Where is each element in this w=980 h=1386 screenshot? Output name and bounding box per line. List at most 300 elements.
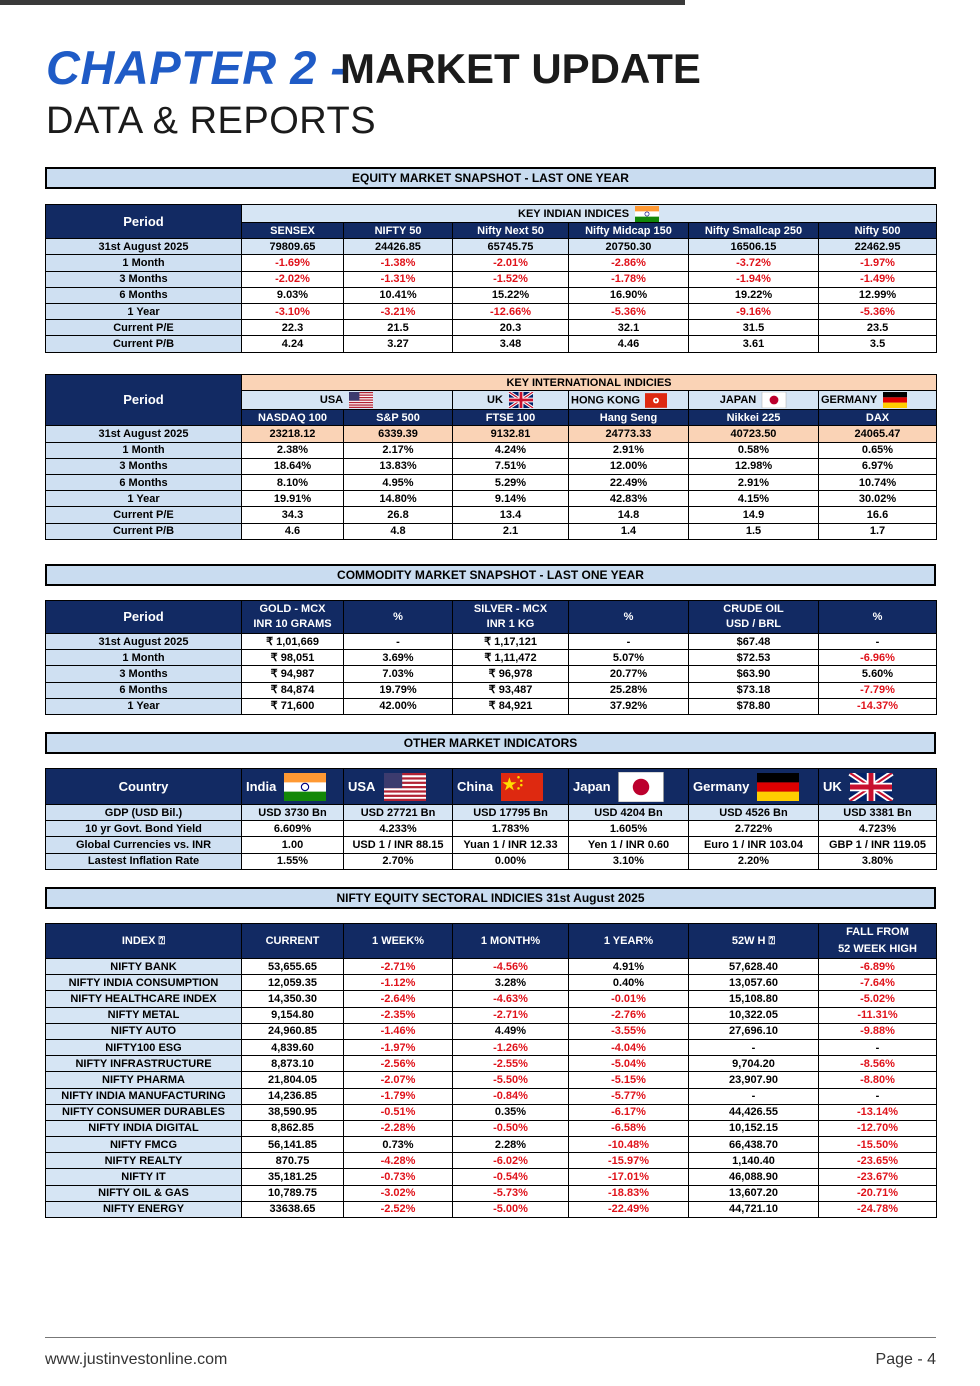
table-cell: ₹ 84,874 [242, 682, 344, 698]
table-cell: -8.80% [819, 1072, 937, 1088]
table-cell: $78.80 [689, 698, 819, 714]
table-cell: ₹ 84,921 [453, 698, 569, 714]
table-cell: -1.49% [819, 271, 937, 287]
table-row [46, 458, 937, 474]
table-cell: 24426.85 [344, 239, 453, 255]
table-cell: 22.3 [242, 320, 344, 336]
table-row [46, 650, 937, 666]
table-cell: 4.49% [453, 1023, 569, 1039]
table-cell: 2.722% [689, 821, 819, 837]
row-label: 31st August 2025 [46, 634, 242, 650]
table-row [46, 303, 937, 319]
table-cell: -9.16% [689, 303, 819, 319]
col-header: 1 MONTH% [453, 924, 569, 959]
table-cell: 14.8 [569, 507, 689, 523]
table-cell: 23.5 [819, 320, 937, 336]
pct-header: % [569, 601, 689, 634]
table-cell: 10.41% [344, 287, 453, 303]
table-cell: -22.49% [569, 1201, 689, 1217]
china-flag-icon [499, 773, 545, 801]
table-cell: 66,438.70 [689, 1137, 819, 1153]
table-cell: 2.1 [453, 523, 569, 539]
table-cell: 4.8 [344, 523, 453, 539]
table-cell: 44,721.10 [689, 1201, 819, 1217]
table-cell: -3.21% [344, 303, 453, 319]
table-cell: USD 4204 Bn [569, 805, 689, 821]
table-cell: 0.58% [689, 442, 819, 458]
table-cell: -9.88% [819, 1023, 937, 1039]
table-cell: -3.72% [689, 255, 819, 271]
commodity-title-bar [45, 564, 936, 586]
col-header: FTSE 100 [453, 410, 569, 426]
table-cell: 1.7 [819, 523, 937, 539]
table-cell: -0.51% [344, 1104, 453, 1120]
table-cell: Yuan 1 / INR 12.33 [453, 837, 569, 853]
table-cell: -2.64% [344, 991, 453, 1007]
table-row [46, 1039, 937, 1055]
row-label: NIFTY HEALTHCARE INDEX [46, 991, 242, 1007]
table-cell: 3.27 [344, 336, 453, 352]
table-row [46, 442, 937, 458]
sector-table [45, 923, 937, 1218]
table-row [46, 821, 937, 837]
col-header: S&P 500 [344, 410, 453, 426]
col-header: CURRENT [242, 924, 344, 959]
row-label: 1 Year [46, 303, 242, 319]
table-cell: -6.89% [819, 959, 937, 975]
period-header: Period [46, 375, 242, 426]
table-cell: Yen 1 / INR 0.60 [569, 837, 689, 853]
table-cell: 10.74% [819, 474, 937, 490]
table-cell: 3.48 [453, 336, 569, 352]
row-label: NIFTY INDIA CONSUMPTION [46, 975, 242, 991]
table-cell: 4.233% [344, 821, 453, 837]
table-cell: -2.35% [344, 1007, 453, 1023]
row-label: Current P/B [46, 336, 242, 352]
table-cell: -13.14% [819, 1104, 937, 1120]
table-cell: ₹ 1,17,121 [453, 634, 569, 650]
row-label: 6 Months [46, 682, 242, 698]
table-cell: 12.99% [819, 287, 937, 303]
table-cell: 3.69% [344, 650, 453, 666]
top-rule [0, 0, 685, 5]
table-cell: -0.50% [453, 1120, 569, 1136]
table-cell: 46,088.90 [689, 1169, 819, 1185]
table-row [46, 474, 937, 490]
table-cell: -1.38% [344, 255, 453, 271]
table-cell: 57,628.40 [689, 959, 819, 975]
page-number: Page - 4 [875, 1351, 936, 1368]
col-header: 52W H ⍰ [689, 924, 819, 959]
table-row [46, 1137, 937, 1153]
table-cell: 40723.50 [689, 426, 819, 442]
table-cell: 6.609% [242, 821, 344, 837]
row-label: 6 Months [46, 287, 242, 303]
table-row [46, 975, 937, 991]
table-cell: 5.07% [569, 650, 689, 666]
table-cell: 1.605% [569, 821, 689, 837]
table-cell: 4.24% [453, 442, 569, 458]
indian-group-header: KEY INDIAN INDICES [242, 205, 937, 223]
table-cell: $63.90 [689, 666, 819, 682]
table-cell: 16506.15 [689, 239, 819, 255]
table-cell: 18.64% [242, 458, 344, 474]
table-cell: -5.15% [569, 1072, 689, 1088]
col-header: Nifty Next 50 [453, 223, 569, 239]
table-cell: 9.14% [453, 491, 569, 507]
table-row [46, 1153, 937, 1169]
country-germany: Germany [689, 769, 819, 805]
table-cell: 12.98% [689, 458, 819, 474]
col-header: NIFTY 50 [344, 223, 453, 239]
table-cell: 12.00% [569, 458, 689, 474]
table-cell: 37.92% [569, 698, 689, 714]
table-cell: 21.5 [344, 320, 453, 336]
table-row [46, 1104, 937, 1120]
country-uk: UK [453, 391, 569, 410]
other-title: OTHER MARKET INDICATORS [46, 733, 935, 753]
sector-title-bar [45, 887, 936, 909]
table-cell: 4.46 [569, 336, 689, 352]
table-cell: -23.65% [819, 1153, 937, 1169]
table-row [46, 1088, 937, 1104]
table-row [46, 1120, 937, 1136]
usa-flag-icon [348, 392, 374, 408]
row-label: NIFTY PHARMA [46, 1072, 242, 1088]
table-row [46, 1185, 937, 1201]
col-header: Nifty 500 [819, 223, 937, 239]
table-cell: 0.73% [344, 1137, 453, 1153]
table-row [46, 271, 937, 287]
country-china: China [453, 769, 569, 805]
table-cell: -2.56% [344, 1056, 453, 1072]
table-cell: -0.84% [453, 1088, 569, 1104]
table-cell: - [819, 634, 937, 650]
table-cell: ₹ 1,01,669 [242, 634, 344, 650]
table-cell: -1.12% [344, 975, 453, 991]
table-cell: 2.91% [689, 474, 819, 490]
period-header: Period [46, 601, 242, 634]
table-cell: USD 3730 Bn [242, 805, 344, 821]
row-label: NIFTY OIL & GAS [46, 1185, 242, 1201]
page-title: MARKET UPDATE [340, 45, 701, 92]
table-cell: -1.78% [569, 271, 689, 287]
table-row [46, 320, 937, 336]
table-cell: -2.86% [569, 255, 689, 271]
row-label: Global Currencies vs. INR [46, 837, 242, 853]
table-cell: 14.9 [689, 507, 819, 523]
row-label: NIFTY ENERGY [46, 1201, 242, 1217]
table-cell: 13,057.60 [689, 975, 819, 991]
table-cell: 8,873.10 [242, 1056, 344, 1072]
table-cell: 1.5 [689, 523, 819, 539]
row-label: 1 Month [46, 650, 242, 666]
table-cell: -4.04% [569, 1039, 689, 1055]
table-cell: -0.01% [569, 991, 689, 1007]
table-cell: -1.97% [819, 255, 937, 271]
silver-header: SILVER - MCX INR 1 KG [453, 601, 569, 634]
table-cell: -2.28% [344, 1120, 453, 1136]
table-cell: 16.6 [819, 507, 937, 523]
table-cell: 14,236.85 [242, 1088, 344, 1104]
table-cell: 1,140.40 [689, 1153, 819, 1169]
row-label: 1 Month [46, 255, 242, 271]
table-cell: $73.18 [689, 682, 819, 698]
table-row [46, 1023, 937, 1039]
table-cell: 22462.95 [819, 239, 937, 255]
col-header: Nikkei 225 [689, 410, 819, 426]
row-label: Current P/E [46, 507, 242, 523]
table-cell: - [819, 1039, 937, 1055]
table-cell: -5.36% [569, 303, 689, 319]
table-cell: -6.96% [819, 650, 937, 666]
other-title-bar [45, 732, 936, 754]
table-cell: 2.20% [689, 853, 819, 869]
page-subtitle: DATA & REPORTS [46, 100, 377, 142]
table-cell: 32.1 [569, 320, 689, 336]
table-cell: -6.02% [453, 1153, 569, 1169]
table-cell: -5.77% [569, 1088, 689, 1104]
table-row [46, 426, 937, 442]
row-label: NIFTY METAL [46, 1007, 242, 1023]
table-cell: 4,839.60 [242, 1039, 344, 1055]
chapter-label: CHAPTER 2 - [46, 41, 347, 94]
other-indicators-table [45, 768, 937, 870]
table-cell: -5.02% [819, 991, 937, 1007]
table-cell: -1.31% [344, 271, 453, 287]
table-cell: 1.783% [453, 821, 569, 837]
table-row [46, 666, 937, 682]
table-cell: 20750.30 [569, 239, 689, 255]
table-row [46, 1072, 937, 1088]
row-label: Lastest Inflation Rate [46, 853, 242, 869]
row-label: NIFTY CONSUMER DURABLES [46, 1104, 242, 1120]
row-label: 31st August 2025 [46, 239, 242, 255]
table-cell: -6.58% [569, 1120, 689, 1136]
table-cell: 0.40% [569, 975, 689, 991]
fall-header: FALL FROM 52 WEEK HIGH [819, 924, 937, 959]
table-cell: 8.10% [242, 474, 344, 490]
footer-website[interactable]: www.justinvestonline.com [45, 1351, 228, 1368]
table-row [46, 959, 937, 975]
table-cell: USD 4526 Bn [689, 805, 819, 821]
table-cell: 56,141.85 [242, 1137, 344, 1153]
table-row [46, 507, 937, 523]
table-cell: USD 1 / INR 88.15 [344, 837, 453, 853]
table-cell: -7.64% [819, 975, 937, 991]
table-cell: -1.94% [689, 271, 819, 287]
table-cell: 0.00% [453, 853, 569, 869]
country-japan: Japan [569, 769, 689, 805]
table-cell: 22.49% [569, 474, 689, 490]
japan-flag-icon [761, 392, 787, 408]
col-header: Hang Seng [569, 410, 689, 426]
pct-header: % [344, 601, 453, 634]
table-cell: 19.91% [242, 491, 344, 507]
table-cell: -2.76% [569, 1007, 689, 1023]
col-header: SENSEX [242, 223, 344, 239]
table-row [46, 837, 937, 853]
table-cell: -1.69% [242, 255, 344, 271]
table-cell: 7.03% [344, 666, 453, 682]
table-row [46, 991, 937, 1007]
table-cell: 3.5 [819, 336, 937, 352]
table-cell: -8.56% [819, 1056, 937, 1072]
table-cell: ₹ 1,11,472 [453, 650, 569, 666]
country-uk: UK [819, 769, 937, 805]
table-cell: -1.52% [453, 271, 569, 287]
table-cell: 19.79% [344, 682, 453, 698]
table-cell: -1.79% [344, 1088, 453, 1104]
table-cell: -1.26% [453, 1039, 569, 1055]
table-cell: 0.35% [453, 1104, 569, 1120]
table-cell: -18.83% [569, 1185, 689, 1201]
table-cell: 14,350.30 [242, 991, 344, 1007]
table-cell: 4.24 [242, 336, 344, 352]
equity-title-bar [45, 167, 936, 189]
crude-header: CRUDE OIL USD / BRL [689, 601, 819, 634]
row-label: Current P/B [46, 523, 242, 539]
table-cell: 21,804.05 [242, 1072, 344, 1088]
table-cell: 0.65% [819, 442, 937, 458]
table-cell: 16.90% [569, 287, 689, 303]
table-cell: 15.22% [453, 287, 569, 303]
table-cell: -10.48% [569, 1137, 689, 1153]
table-cell: 6339.39 [344, 426, 453, 442]
table-cell: 20.3 [453, 320, 569, 336]
table-cell: 5.60% [819, 666, 937, 682]
india-flag-icon [282, 773, 328, 801]
row-label: NIFTY INDIA DIGITAL [46, 1120, 242, 1136]
table-cell: 4.6 [242, 523, 344, 539]
table-cell: -0.54% [453, 1169, 569, 1185]
row-label: NIFTY IT [46, 1169, 242, 1185]
gold-header: GOLD - MCX INR 10 GRAMS [242, 601, 344, 634]
country-usa: USA [242, 391, 453, 410]
table-cell: 10,322.05 [689, 1007, 819, 1023]
table-cell: -3.55% [569, 1023, 689, 1039]
table-cell: -14.37% [819, 698, 937, 714]
country-india: India [242, 769, 344, 805]
table-cell: -12.66% [453, 303, 569, 319]
table-cell: 9,704.20 [689, 1056, 819, 1072]
table-cell: 25.28% [569, 682, 689, 698]
germany-flag-icon [755, 773, 801, 801]
table-cell: -0.73% [344, 1169, 453, 1185]
table-cell: 42.00% [344, 698, 453, 714]
table-row [46, 491, 937, 507]
table-cell: 15,108.80 [689, 991, 819, 1007]
international-indices-table [45, 374, 937, 540]
table-cell: 20.77% [569, 666, 689, 682]
table-cell: 24,960.85 [242, 1023, 344, 1039]
table-cell: 7.51% [453, 458, 569, 474]
intl-group-header: KEY INTERNATIONAL INDICIES [242, 375, 937, 391]
table-cell: 24773.33 [569, 426, 689, 442]
table-cell: 9,154.80 [242, 1007, 344, 1023]
table-cell: -2.71% [453, 1007, 569, 1023]
table-cell: 9.03% [242, 287, 344, 303]
col-header: DAX [819, 410, 937, 426]
table-cell: - [689, 1039, 819, 1055]
row-label: NIFTY100 ESG [46, 1039, 242, 1055]
row-label: 1 Year [46, 698, 242, 714]
table-row [46, 336, 937, 352]
row-label: Current P/E [46, 320, 242, 336]
table-cell: ₹ 96,978 [453, 666, 569, 682]
table-cell: -24.78% [819, 1201, 937, 1217]
table-cell: -3.02% [344, 1185, 453, 1201]
table-cell: -2.01% [453, 255, 569, 271]
row-label: NIFTY FMCG [46, 1137, 242, 1153]
row-label: 3 Months [46, 271, 242, 287]
table-cell: USD 3381 Bn [819, 805, 937, 821]
table-cell: 24065.47 [819, 426, 937, 442]
table-row [46, 1169, 937, 1185]
table-cell: -4.56% [453, 959, 569, 975]
indian-indices-table [45, 204, 937, 353]
table-cell: -5.04% [569, 1056, 689, 1072]
table-cell: 10,152.15 [689, 1120, 819, 1136]
japan-flag-icon [617, 772, 665, 802]
col-header: Nifty Midcap 150 [569, 223, 689, 239]
table-cell: ₹ 94,987 [242, 666, 344, 682]
table-cell: 2.70% [344, 853, 453, 869]
row-label: 3 Months [46, 666, 242, 682]
table-cell: -12.70% [819, 1120, 937, 1136]
table-cell: 4.723% [819, 821, 937, 837]
table-cell: -6.17% [569, 1104, 689, 1120]
row-label: NIFTY REALTY [46, 1153, 242, 1169]
table-cell: -5.00% [453, 1201, 569, 1217]
table-cell: 30.02% [819, 491, 937, 507]
table-cell: ₹ 98,051 [242, 650, 344, 666]
country-japan: JAPAN [689, 391, 819, 410]
table-cell: 3.28% [453, 975, 569, 991]
india-flag-icon [634, 206, 660, 222]
table-cell: 4.15% [689, 491, 819, 507]
table-cell: 9132.81 [453, 426, 569, 442]
germany-flag-icon [882, 392, 908, 408]
table-row [46, 1007, 937, 1023]
table-cell: 13.4 [453, 507, 569, 523]
commodity-table [45, 600, 937, 715]
table-row [46, 698, 937, 714]
table-cell: 2.17% [344, 442, 453, 458]
table-cell: -1.97% [344, 1039, 453, 1055]
table-row [46, 805, 937, 821]
table-cell: 1.00 [242, 837, 344, 853]
footer-rule [45, 1337, 936, 1338]
row-label: NIFTY AUTO [46, 1023, 242, 1039]
table-cell: 35,181.25 [242, 1169, 344, 1185]
table-cell: -5.36% [819, 303, 937, 319]
country-usa: USA [344, 769, 453, 805]
table-row [46, 523, 937, 539]
col-header: Nifty Smallcap 250 [689, 223, 819, 239]
col-header: INDEX ⍰ [46, 924, 242, 959]
table-cell: $67.48 [689, 634, 819, 650]
table-cell: -2.07% [344, 1072, 453, 1088]
usa-flag-icon [381, 773, 429, 801]
table-cell: 6.97% [819, 458, 937, 474]
table-cell: 2.91% [569, 442, 689, 458]
table-cell: 27,696.10 [689, 1023, 819, 1039]
col-header: 1 YEAR% [569, 924, 689, 959]
table-cell: -4.63% [453, 991, 569, 1007]
table-cell: 38,590.95 [242, 1104, 344, 1120]
table-cell: -4.28% [344, 1153, 453, 1169]
